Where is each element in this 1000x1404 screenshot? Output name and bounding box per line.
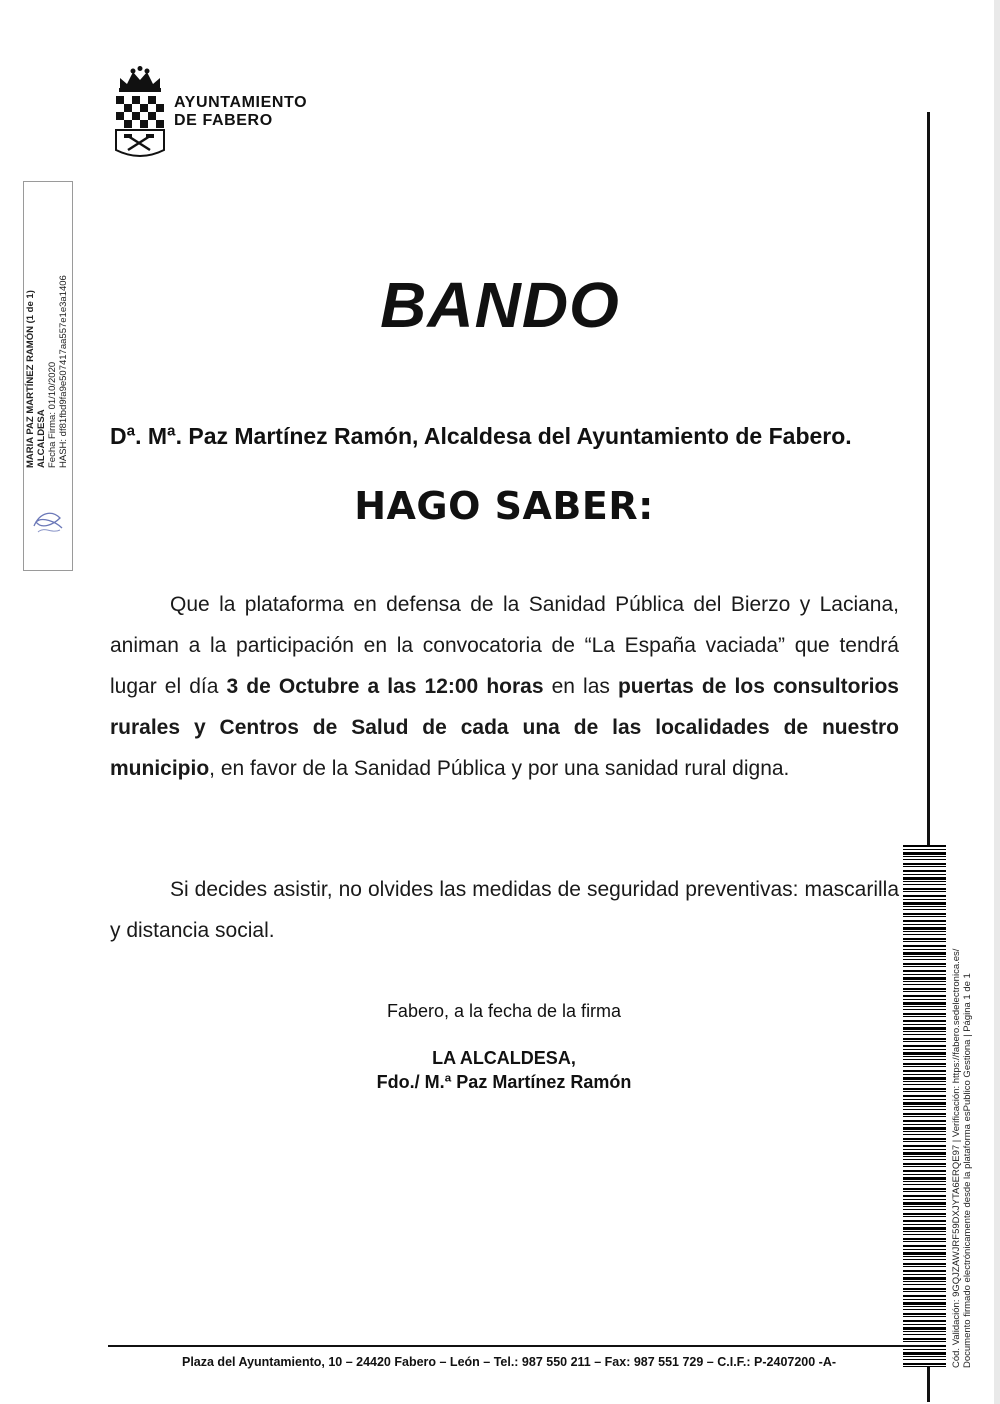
document-title: BANDO: [380, 269, 620, 341]
validation-platform: Documento firmado electrónicamente desde la plataforma esPublico Gestiona | Página 1 de 1: [962, 973, 973, 1368]
p1-text-c: en las: [543, 675, 618, 698]
validation-code: Cód. Validación: 9GQJZAWJRF59DXJYTA6ERQE97 | Verificación: https://fabero.sedelectronica.es/: [951, 948, 962, 1368]
p1-locations: puertas de los consultorios rurales y Centros de Salud de cada una de las localidades de nuestro municipio: [110, 675, 899, 780]
announcement-paragraph-2: [110, 869, 899, 951]
p2-text: Si decides asistir, no olvides las medidas de seguridad preventivas: mascarilla y distancia social.: [110, 878, 899, 942]
announcement-paragraph-1: [110, 584, 899, 789]
stamp-hash: HASH: df81fbd9fa9e507417aa557e1e3a1406: [58, 275, 69, 468]
coat-of-arms-icon: [112, 66, 168, 162]
validation-barcode: [903, 845, 946, 1367]
signer-role: LA ALCALDESA,: [432, 1048, 576, 1068]
p1-text-e: , en favor de la Sanidad Pública y por una sanidad rural digna.: [209, 757, 790, 780]
issuer-statement: Dª. Mª. Paz Martínez Ramón, Alcaldesa del Ayuntamiento de Fabero.: [110, 423, 852, 449]
footer-rule: [108, 1345, 930, 1347]
place-and-date: Fabero, a la fecha de la firma: [386, 1001, 622, 1021]
page-edge: [994, 0, 1000, 1404]
validation-text: [951, 948, 973, 1368]
footer-address: Plaza del Ayuntamiento, 10 – 24420 Fabero – León – Tel.: 987 550 211 – Fax: 987 551 729 – C.I.F.: P-2407200 -A-: [182, 1355, 837, 1369]
municipality-logo: [112, 66, 347, 162]
announcement-heading: HAGO SABER:: [354, 484, 654, 528]
stamp-text: [25, 228, 69, 468]
municipality-name: AYUNTAMIENTO DE FABERO: [174, 94, 308, 129]
p1-date-time: 3 de Octubre a las 12:00 horas: [226, 675, 544, 698]
signer-name: Fdo./ M.ª Paz Martínez Ramón: [376, 1072, 632, 1092]
p1-text-a: Que la plataforma en defensa de la Sanidad Pública del Bierzo y Laciana, animan a la participación en la convocatoria de “La España vaciada” que tendrá lugar el día: [110, 593, 899, 698]
stamp-signer: MARIA PAZ MARTÍNEZ RAMÓN (1 de 1): [25, 290, 36, 468]
stamp-date: Fecha Firma: 01/10/2020: [47, 361, 58, 468]
stamp-role: ALCALDESA: [36, 409, 47, 468]
signature-block: [0, 1046, 1000, 1094]
